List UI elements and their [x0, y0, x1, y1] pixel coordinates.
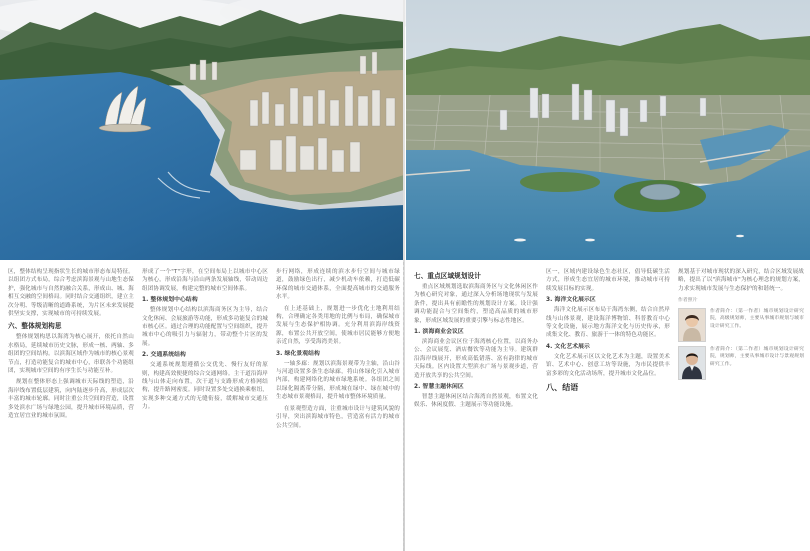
subsection-heading: 4. 文化艺术展示 — [546, 343, 590, 350]
text-column-2 — [142, 268, 268, 551]
paragraph: 规划基于对城市现状的深入研究，结合区域发展战略，提出了以"滨海城市"为核心理念的规划方案，力求实现城市发展与生态保护的和谐统一。 — [678, 269, 804, 292]
author-card — [678, 308, 804, 342]
paragraph: 在景观塑造方面，注重城市设计与建筑风貌的引导，突出滨海城市特色，营造富有活力的城市公共空间。 — [276, 405, 400, 429]
paragraph: 规划在整体形态上强调城市天际线的塑造，沿海岸线布置低层建筑，向内陆逐步升高，形成层次丰富的城市轮廓。同时注重公共空间的营造，设置多处滨水广场与绿地公园，提升城市环境品质，营造宜居宜业的城市氛围。 — [8, 379, 134, 420]
text-column-4 — [414, 268, 538, 551]
paragraph: 步行网络，形成连续的滨水步行空间与城市绿道，鼓励绿色出行，减少机动车依赖，打造低碳环保的城市交通体系，全面提高城市的交通服务水平。 — [276, 269, 400, 301]
author-photo — [678, 346, 706, 380]
author-card — [678, 346, 804, 380]
paragraph: 重点区域规划选取滨海商务区与文化休闲区作为核心研究对象，通过深入分析场地现状与发展条件，提出具有前瞻性的规划设计方案。设计强调功能混合与空间集约，塑造高品质的城市形象，形成区域发展的重要引擎与标志性地区。 — [414, 284, 538, 324]
author-bio: 作者简介：（第二作者）城市规划设计研究院，规划师，主要从事城市设计与景观规划研究工作。 — [710, 347, 804, 367]
author-photo — [678, 308, 706, 342]
paragraph: 一轴多廊：规划以滨海景观带为主轴，沿山谷与河道设置多条生态绿廊，将山体绿化引入城市内部，构建网络化的城市绿地系统。各组团之间以绿化隔离带分隔，形成城在绿中、绿在城中的生态城市景观格局，提升城市整体环境质量。 — [276, 360, 400, 401]
section-heading: 六、整体规划构思 — [8, 322, 62, 331]
paragraph: 区，整体结构呈现指状生长的城市形态布局特征。以组团方式布局，综合考虑滨海景观与山地生态保护，强化城市与自然的融合关系，形成山、城、海相互交融的空间格局。同时结合交通组织，建立主次分明、等级清晰的道路系统，为片区未来发展提供坚实支撑，实现城市的可持续发展。 — [8, 269, 134, 318]
text-column-3 — [276, 268, 400, 551]
paragraph: 海洋文化展示区布局于海湾东侧，结合自然岸线与山体景观，建设海洋博物馆、科普教育中心等文化设施，展示地方海洋文化与历史传承，形成集文化、教育、旅游于一体的特色功能区。 — [546, 307, 670, 339]
subsection-heading: 2. 智慧主题休闲区 — [414, 384, 464, 391]
paragraph: 交通系统规划遵循公交优先、慢行友好的原则，构建高效便捷的综合交通网络。主干道沿海岸线与山体走向布置，次干道与支路形成方格网结构，提升路网密度。同时设置多处交通换乘枢纽，实现多种交通方式的无缝衔接，缓解城市交通压力。 — [142, 362, 268, 411]
paragraph: 形成了一个"T"字形，在空间布局上以城市中心区为核心，形成沿海与沿山两条发展轴线，带动周边组团协调发展，构建完整的城市空间体系。 — [142, 269, 268, 292]
photo-label: 作者照片 — [678, 298, 698, 304]
portrait-icon — [679, 309, 705, 341]
section-heading: 七、重点区域规划设计 — [414, 272, 481, 280]
text-column-6 — [678, 268, 804, 551]
subsection-heading: 1. 整体规划中心结构 — [142, 297, 198, 304]
paragraph: 文化艺术展示区以文化艺术为主题，设置美术馆、艺术中心、创意工坊等设施，为市民提供丰富多彩的文化活动场所，提升城市文化品位。 — [546, 353, 670, 377]
portrait-icon — [679, 347, 705, 379]
section-heading: 八、结语 — [546, 383, 579, 393]
text-column-5 — [546, 268, 670, 551]
paragraph: 整体规划构思以海湾为核心展开，依托自然山水格局，延续城市历史文脉，形成一核、两轴、多组团的空间结构。以滨海区域作为城市的核心景观节点，打造功能复合的城市中心，串联各个功能组团，实现城市空间的有序生长与功能互补。 — [8, 334, 134, 375]
text-column-1 — [8, 268, 134, 551]
paragraph: 智慧主题休闲区结合海湾自然景观，布置文化娱乐、休闲度假、主题展示等功能设施。 — [414, 394, 538, 409]
paragraph: 在上述基础上，规划进一步优化土地利用结构，合理确定各类用地的比例与布局，确保城市发展与生态保护相协调。充分利用滨海岸线资源，布置公共开放空间，使城市居民能够方便地亲近自然，享受海湾美景。 — [276, 305, 400, 346]
aerial-render-spread — [0, 0, 810, 260]
aerial-render-illustration — [0, 0, 810, 260]
author-bio: 作者简介：（第一作者）城市规划设计研究院，高级规划师，主要从事城市规划与城市设计研究工作。 — [710, 309, 804, 329]
paragraph: 区一，区域内建设绿色生态社区，倡导低碳生活方式，形成生态宜居的城市环境，推动城市可持续发展目标的实现。 — [546, 269, 670, 292]
page-gutter — [403, 262, 404, 551]
subsection-heading: 3. 海洋文化展示区 — [546, 297, 596, 304]
subsection-heading: 2. 交通系统结构 — [142, 352, 186, 359]
subsection-heading: 1. 滨海商业会议区 — [414, 329, 464, 336]
paragraph: 整体规划中心结构以滨海商务区为主导，结合文化休闲、会展旅游等功能，形成多功能复合的城市核心区。通过合理的功能配置与空间组织，提升城市中心的吸引力与辐射力，带动整个片区的发展。 — [142, 307, 268, 347]
subsection-heading: 3. 绿化景观结构 — [276, 350, 320, 357]
paragraph: 滨海商业会议区位于海湾核心位置，以商务办公、会议展览、酒店餐饮等功能为主导。建筑群沿海岸线展开，形成高低错落、富有韵律的城市天际线。区内设置大型滨水广场与景观步道，营造开放共享的公共空间。 — [414, 339, 538, 379]
